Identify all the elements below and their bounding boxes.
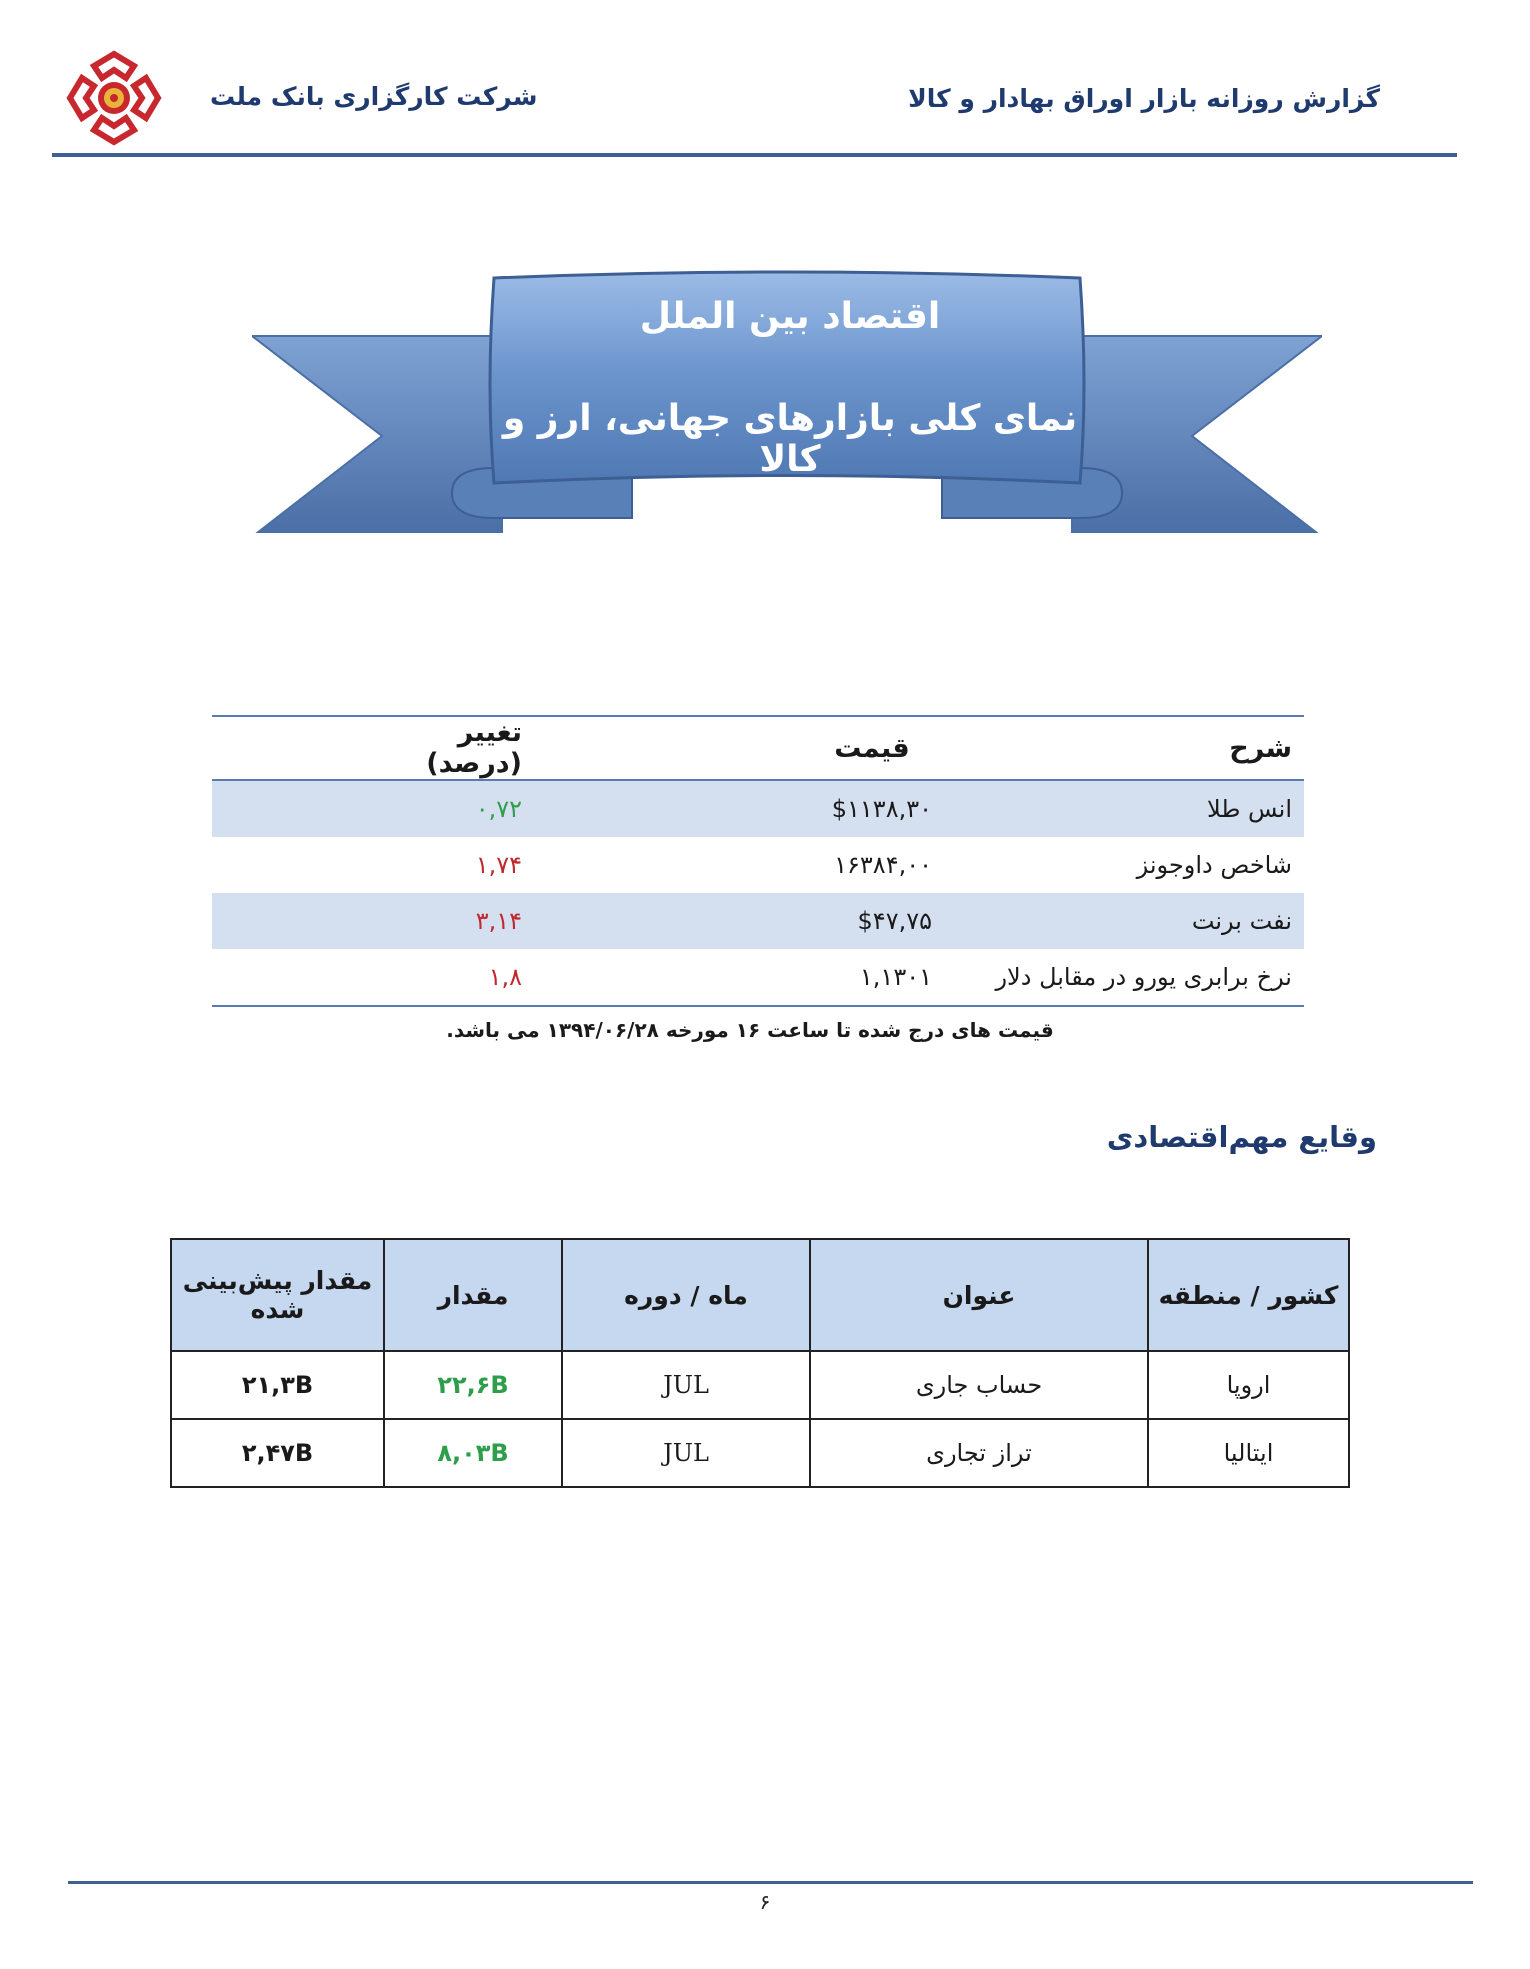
markets-table (212, 717, 1304, 1007)
col-title-header: عنوان (810, 1239, 1148, 1351)
row-price: $۴۷,۷۵ (857, 907, 932, 935)
col-country-header: کشور / منطقه (1148, 1239, 1349, 1351)
cell-forecast: ۲۱,۳B (171, 1351, 384, 1419)
cell-title: تراز تجاری (810, 1419, 1148, 1487)
row-change: ۱,۸ (488, 963, 522, 991)
table-row (171, 1351, 1349, 1419)
banner-subtitle: نمای کلی بازارهای جهانی، ارز و کالا (502, 398, 1078, 480)
table-row (171, 1419, 1349, 1487)
row-change: ۰,۷۲ (475, 795, 522, 823)
price-note: قیمت های درج شده تا ساعت ۱۶ مورخه ۱۳۹۴/۰۶/۲۸ می باشد. (446, 1018, 1054, 1042)
col-period-header: ماه / دوره (562, 1239, 810, 1351)
page-number: ۶ (759, 1890, 771, 1914)
cell-country: اروپا (1148, 1351, 1349, 1419)
cell-period: JUL (562, 1419, 810, 1487)
row-change: ۳,۱۴ (475, 907, 522, 935)
col-forecast-header: مقدار پیش‌بینی شده (171, 1239, 384, 1351)
table-row (212, 949, 1304, 1007)
col-change-header: تغییر (درصد) (426, 717, 522, 779)
report-title: گزارش روزانه بازار اوراق بهادار و کالا (908, 84, 1380, 113)
cell-country: ایتالیا (1148, 1419, 1349, 1487)
row-desc: انس طلا (1207, 795, 1292, 823)
col-actual-header: مقدار (384, 1239, 562, 1351)
row-desc: شاخص داوجونز (1136, 851, 1292, 879)
col-price-header: قیمت (834, 732, 910, 764)
table-row (212, 837, 1304, 893)
row-price: ۱,۱۳۰۱ (859, 963, 932, 991)
events-header-row (171, 1239, 1349, 1351)
col-desc-header: شرح (1229, 732, 1292, 764)
row-desc: نرخ برابری یورو در مقابل دلار (995, 963, 1292, 991)
row-price: ۱۶۳۸۴,۰۰ (834, 851, 932, 879)
markets-header-row (212, 717, 1304, 781)
header-rule (52, 153, 1457, 157)
cell-forecast: ۲,۴۷B (171, 1419, 384, 1487)
row-change: ۱,۷۴ (475, 851, 522, 879)
table-row (212, 893, 1304, 949)
banner-title: اقتصاد بین الملل (639, 296, 941, 337)
company-logo-icon (64, 48, 164, 148)
cell-actual: ۸,۰۳B (384, 1419, 562, 1487)
cell-title: حساب جاری (810, 1351, 1148, 1419)
cell-actual: ۲۲,۶B (384, 1351, 562, 1419)
events-table (170, 1238, 1350, 1488)
footer-rule (68, 1881, 1473, 1884)
company-name: شرکت کارگزاری بانک ملت (210, 82, 538, 111)
cell-period: JUL (562, 1351, 810, 1419)
row-price: $۱۱۳۸,۳۰ (831, 795, 932, 823)
table-row (212, 781, 1304, 837)
events-section-title: وقایع مهم‌اقتصادی (1106, 1120, 1377, 1154)
row-desc: نفت برنت (1191, 907, 1292, 935)
